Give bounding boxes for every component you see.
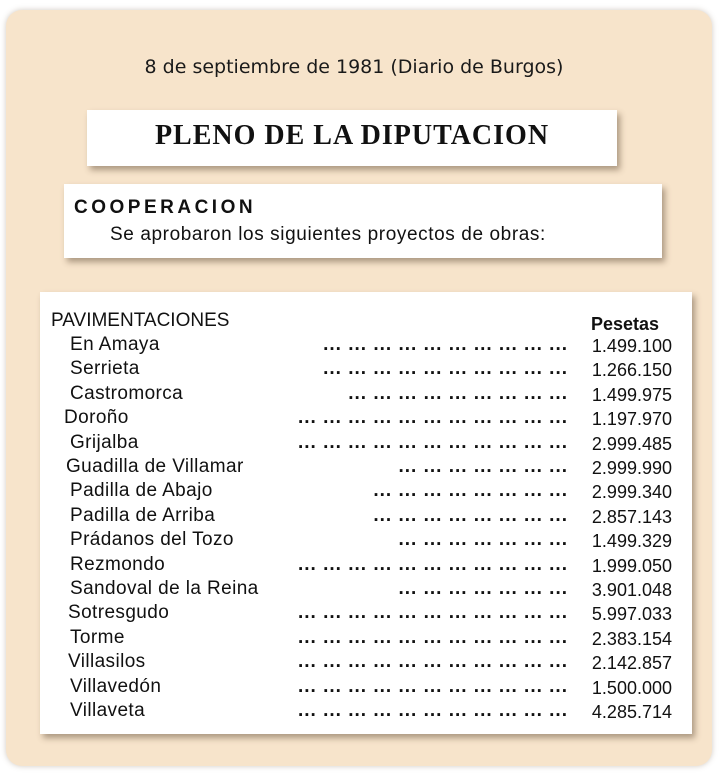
table-row bbox=[70, 602, 680, 626]
headline: PLENO DE LA DIPUTACION bbox=[154, 120, 550, 151]
place-name: Padilla de Arriba bbox=[70, 504, 216, 526]
table-row bbox=[70, 554, 680, 578]
leader-dots: ... ... ... ... ... ... ... ... ... ... ... bbox=[298, 431, 568, 453]
page-panel bbox=[6, 10, 712, 766]
table-row bbox=[70, 480, 680, 504]
amount: 2.999.990 bbox=[591, 458, 672, 478]
table-row bbox=[70, 627, 680, 651]
place-name: Padilla de Abajo bbox=[70, 480, 213, 502]
amount: 4.285.714 bbox=[591, 702, 672, 722]
place-name: Villavedón bbox=[70, 675, 162, 697]
table-row bbox=[70, 676, 680, 700]
amount: 5.997.033 bbox=[591, 604, 672, 625]
table-row bbox=[70, 529, 680, 553]
amount: 1.266.150 bbox=[591, 360, 672, 381]
place-name: Grijalba bbox=[70, 431, 139, 453]
leader-dots: ... ... ... ... ... ... ... ... ... ... bbox=[323, 334, 568, 355]
page-caption: 8 de septiembre de 1981 (Diario de Burgos) bbox=[144, 56, 564, 78]
leader-dots: ... ... ... ... ... ... ... ... ... ... ... bbox=[298, 700, 568, 721]
table-row bbox=[66, 456, 680, 480]
section-title: COOPERACION bbox=[74, 197, 257, 218]
leader-dots: ... ... ... ... ... ... ... ... ... ... ... bbox=[298, 553, 568, 575]
amount: 3.901.048 bbox=[591, 580, 672, 600]
leader-dots: ... ... ... ... ... ... ... bbox=[398, 456, 568, 477]
place-name: Serrieta bbox=[70, 358, 140, 380]
leader-dots: ... ... ... ... ... ... ... bbox=[398, 578, 568, 599]
table-row bbox=[70, 432, 680, 456]
table-row bbox=[70, 358, 680, 382]
place-name: Castromorca bbox=[70, 382, 184, 404]
leader-dots: ... ... ... ... ... ... ... ... ... bbox=[348, 382, 568, 404]
place-name: Guadilla de Villamar bbox=[66, 456, 244, 477]
headline-clipping bbox=[87, 110, 617, 166]
leader-dots: ... ... ... ... ... ... ... ... ... ... ... bbox=[298, 626, 568, 648]
amount: 2.857.143 bbox=[591, 506, 672, 527]
leader-dots: ... ... ... ... ... ... ... ... ... ... ... bbox=[298, 675, 568, 697]
amount: 2.999.485 bbox=[591, 433, 672, 454]
place-name: Sotresgudo bbox=[68, 602, 170, 624]
amount: 1.197.970 bbox=[591, 409, 672, 430]
table-heading: PAVIMENTACIONES bbox=[51, 310, 230, 331]
leader-dots: ... ... ... ... ... ... ... ... ... ... ... bbox=[298, 651, 568, 673]
column-header-pesetas: Pesetas bbox=[591, 314, 660, 334]
leader-dots: ... ... ... ... ... ... ... bbox=[398, 529, 568, 551]
table-row bbox=[70, 505, 680, 529]
table-row bbox=[64, 407, 680, 431]
place-name: Doroño bbox=[64, 407, 129, 429]
table-row bbox=[70, 700, 680, 724]
section-subtitle: Se aprobaron los siguientes proyectos de obras: bbox=[110, 224, 546, 245]
amount: 2.142.857 bbox=[591, 653, 672, 674]
table-row bbox=[70, 578, 680, 602]
leader-dots: ... ... ... ... ... ... ... ... ... ... bbox=[323, 358, 568, 380]
amount: 1.499.329 bbox=[591, 531, 672, 552]
table-row bbox=[70, 383, 680, 407]
place-name: Villaveta bbox=[70, 700, 146, 721]
amount: 1.499.100 bbox=[591, 336, 672, 356]
amount: 1.500.000 bbox=[591, 677, 672, 698]
amount: 2.383.154 bbox=[591, 628, 672, 649]
leader-dots: ... ... ... ... ... ... ... ... bbox=[373, 504, 568, 526]
place-name: En Amaya bbox=[70, 334, 160, 355]
table-clipping bbox=[40, 292, 692, 734]
leader-dots: ... ... ... ... ... ... ... ... bbox=[373, 480, 568, 502]
amount: 1.499.975 bbox=[591, 384, 672, 405]
table-row bbox=[70, 651, 680, 675]
leader-dots: ... ... ... ... ... ... ... ... ... ... ... bbox=[298, 602, 568, 624]
place-name: Prádanos del Tozo bbox=[70, 529, 234, 551]
place-name: Torme bbox=[70, 626, 125, 648]
place-name: Rezmondo bbox=[70, 553, 166, 575]
leader-dots: ... ... ... ... ... ... ... ... ... ... ... bbox=[298, 407, 568, 429]
table-row bbox=[70, 334, 680, 358]
place-name: Sandoval de la Reina bbox=[70, 578, 259, 599]
amount: 2.999.340 bbox=[591, 482, 672, 503]
place-name: Villasilos bbox=[68, 651, 146, 673]
cooperacion-clipping bbox=[64, 184, 662, 258]
amount: 1.999.050 bbox=[591, 555, 672, 576]
